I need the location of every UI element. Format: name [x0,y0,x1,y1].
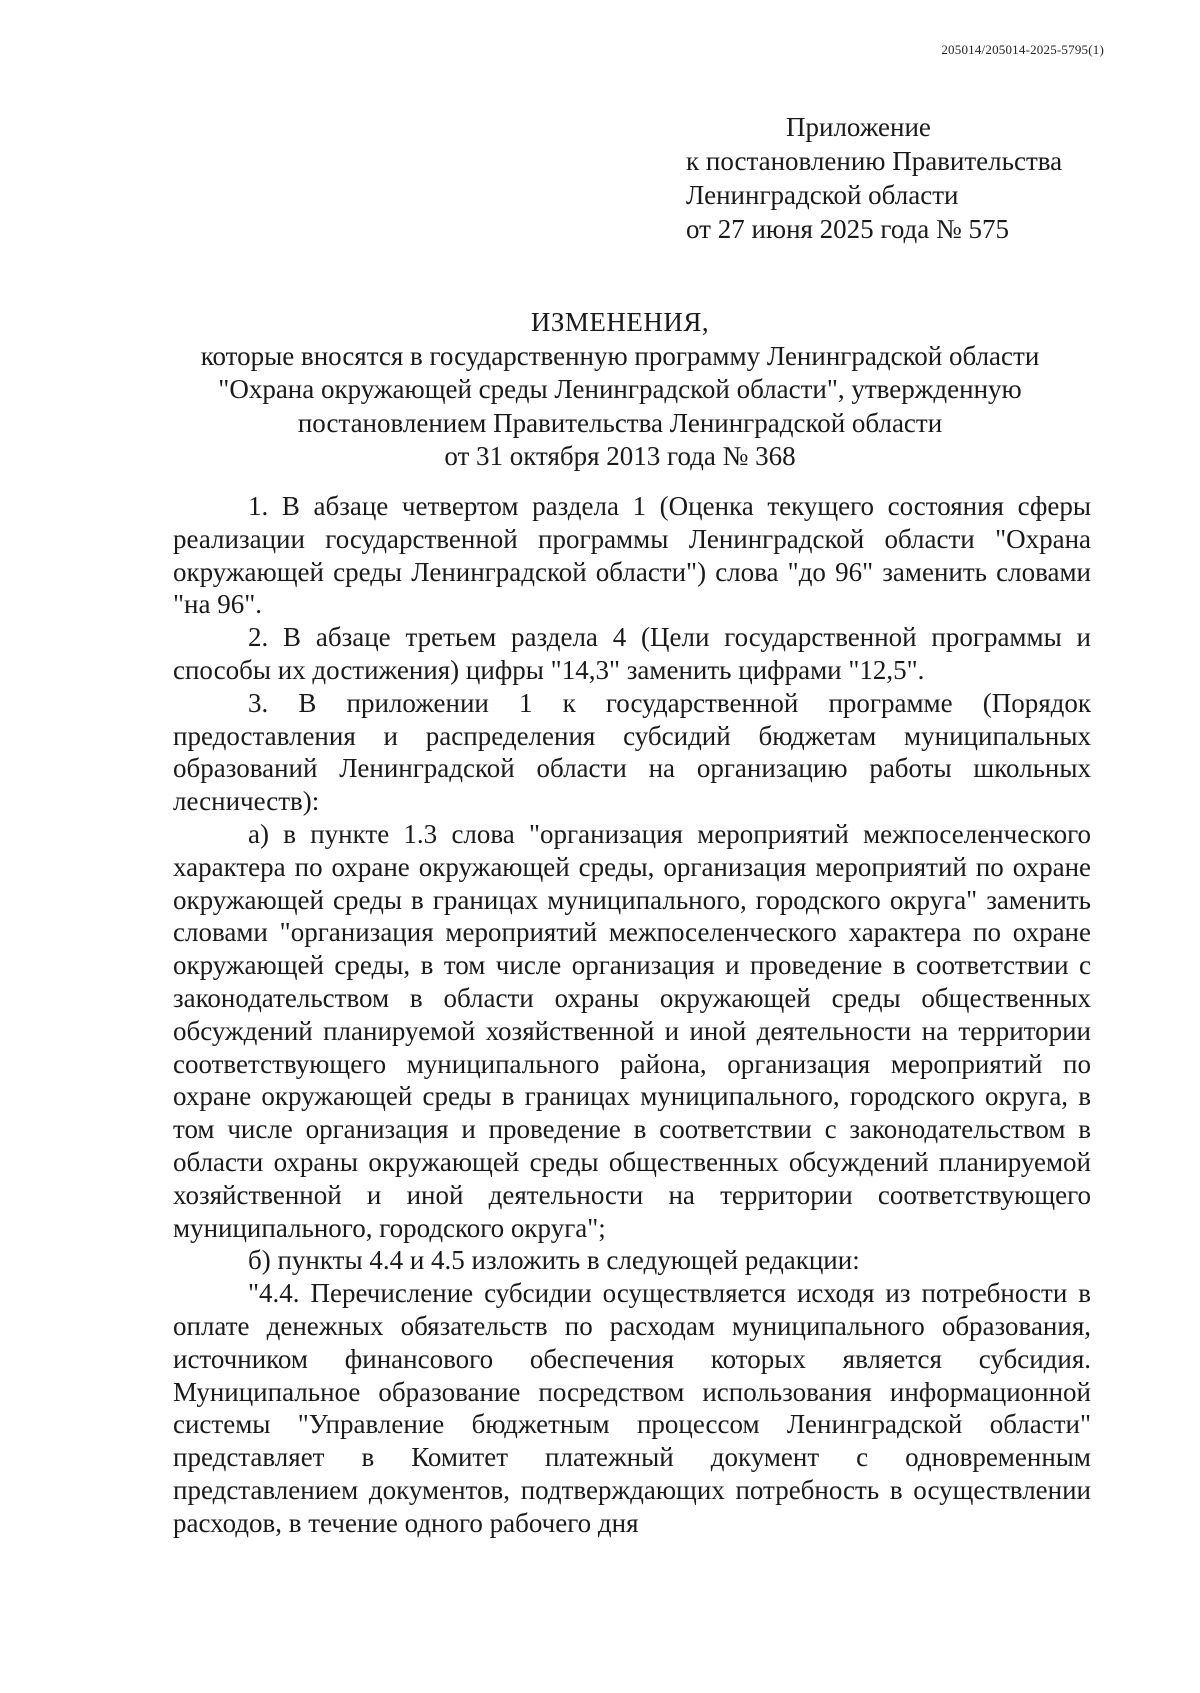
paragraph-item-1: 1. В абзаце четвертом раздела 1 (Оценка текущего состояния сферы реализации государственной программы Ленинградской области "Охрана окружающей среды Ленинградской области") слова "до 96" заменить словами "на 96". [173,491,1091,620]
heading-title: ИЗМЕНЕНИЯ, [530,307,710,337]
document-heading [140,306,1100,474]
appendix-line-resolution: к постановлению Правительства [686,146,1063,176]
appendix-header [686,110,1126,246]
paragraph-subitem-a: а) в пункте 1.3 слова "организация мероприятий межпоселенческого характера по охране окружающей среды, организация мероприятий по охране окружающей среды в границах муниципального, городского округа" заменить словами "организация мероприятий межпоселенческого характера по охране окружающей среды, в том числе организация и проведение в соответствии с законодательством в области охраны окружающей среды общественных обсуждений планируемой хозяйственной и иной деятельности на территории соответствующего муниципального района, организация мероприятий по охране окружающей среды в границах муниципального, городского округа, в том числе организация и проведение в соответствии с законодательством в области охраны окружающей среды общественных обсуждений планируемой хозяйственной и иной деятельности на территории соответствующего муниципального, городского округа"; [173,818,1091,1243]
heading-line-2: "Охрана окружающей среды Ленинградской области", утвержденную [218,374,1022,404]
appendix-title: Приложение [786,112,931,142]
paragraph-item-2: 2. В абзаце третьем раздела 4 (Цели государственной программы и способы их достижения) цифры "14,3" заменить цифрами "12,5". [173,622,1091,685]
heading-line-1: которые вносятся в государственную программу Ленинградской области [200,340,1040,371]
heading-line-4: от 31 октября 2013 года № 368 [444,441,796,471]
document-body [173,490,1091,1540]
paragraph-subitem-b: б) пункты 4.4 и 4.5 изложить в следующей редакции: [248,1245,860,1276]
document-registration-number: 205014/205014-2025-5795(1) [941,42,1104,57]
paragraph-quote-4-4: "4.4. Перечисление субсидии осуществляется исходя из потребности в оплате денежных обязательств по расходам муниципального образования, источником финансового обеспечения которых является субсидия. Муниципальное образование посредством использования информационной системы "Управление бюджетным процессом Ленинградской области" представляет в Комитет платежный документ с одновременным представлением документов, подтверждающих потребность в осуществлении расходов, в течение одного рабочего дня [173,1278,1091,1538]
paragraph-item-3: 3. В приложении 1 к государственной программе (Порядок предоставления и распределения субсидий бюджетам муниципальных образований Ленинградской области на организацию работы школьных лесничеств): [173,687,1091,817]
appendix-line-date: от 27 июня 2025 года № 575 [686,214,1010,244]
appendix-line-region: Ленинградской области [686,180,959,210]
heading-line-3: постановлением Правительства Ленинградской области [297,407,943,438]
